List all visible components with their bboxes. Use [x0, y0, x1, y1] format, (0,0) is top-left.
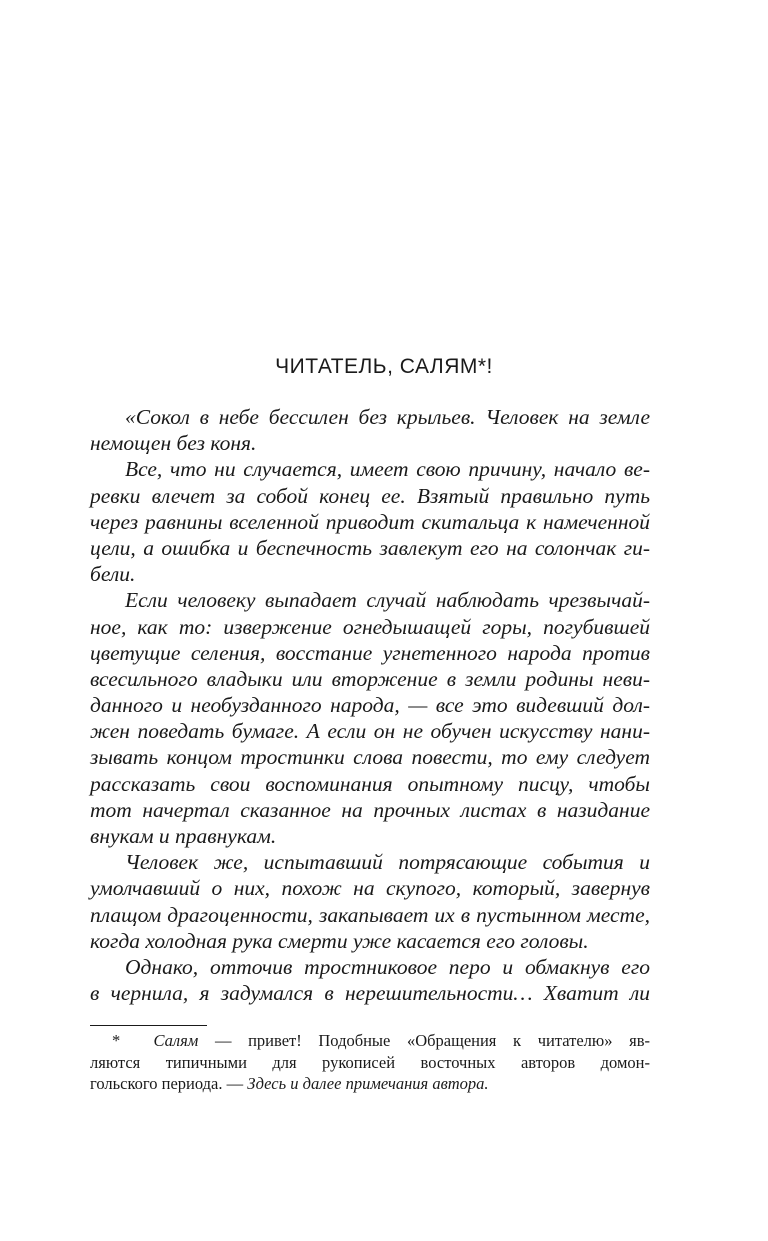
text-line: жен поведать бумаге. А если он не обучен искусству нани- — [90, 719, 650, 744]
text-line: цели, а ошибка и беспечность завлекут его на солончак ги- — [90, 535, 650, 560]
footnote-line: ляются типичными для рукописей восточных авторов домон- — [90, 1052, 650, 1072]
footnote-text: — привет! Подобные «Обращения к читателю» яв- — [198, 1031, 650, 1050]
text-line: ревки влечет за собой конец ее. Взятый правильно путь — [90, 483, 650, 508]
text-line: Человек же, испытавший потрясающие события и — [125, 850, 650, 875]
text-line: Если человеку выпадает случай наблюдать чрезвычай- — [125, 588, 650, 613]
text-line: «Сокол в небе бессилен без крыльев. Человек на земле — [125, 405, 650, 429]
text-line: через равнины вселенной приводит скитальца к намеченной — [90, 509, 650, 534]
text-line: всесильного владыки или вторжение в земли родины невu- — [90, 666, 650, 691]
text-line: немощен без коня. — [90, 431, 257, 456]
text-line: внукам и правнукам. — [90, 824, 277, 848]
text-line: бели. — [90, 562, 136, 587]
chapter-title: ЧИТАТЕЛЬ, САЛЯМ*! — [275, 355, 493, 378]
footnote-marker: * — [112, 1031, 121, 1050]
text-line: цветущие селения, восстание угнетенного народа против — [90, 640, 650, 665]
text-line: в чернила, я задумался в нерешительности… Хватит ли — [90, 981, 650, 1006]
text-line: данного и необузданного народа, — все это видевший дол- — [90, 693, 650, 718]
footnote-term: Салям — [153, 1031, 199, 1050]
text-line: Однако, отточив тростниковое перо и обмакнув его — [125, 954, 650, 979]
text-line: Все, что ни случается, имеет свою причину, начало ве- — [125, 457, 650, 482]
footnote-text: гольского периода. — — [90, 1074, 248, 1093]
text-line: рассказать свои воспоминания опытному писцу, чтобы — [90, 771, 650, 796]
footnote — [90, 1030, 650, 1095]
body-text — [90, 404, 650, 1006]
text-line: плащом драгоценности, закапывает их в пустынном месте, — [90, 902, 650, 927]
footnote-divider — [90, 1025, 207, 1026]
footnote-attribution: Здесь и далее примечания автора. — [247, 1074, 489, 1093]
text-line: умолчавший о них, похож на скупого, который, завернув — [90, 876, 650, 901]
footnote-line — [90, 1073, 650, 1095]
text-line: тот начертал сказанное на прочных листах в назидание — [90, 797, 650, 822]
text-line: ное, как то: извержение огнедышащей горы, погубившей — [90, 614, 650, 639]
footnote-line — [90, 1030, 650, 1052]
text-line: когда холодная рука смерти уже касается его головы. — [90, 928, 589, 953]
text-line: зывать концом тростинки слова повести, то ему следует — [90, 745, 650, 770]
